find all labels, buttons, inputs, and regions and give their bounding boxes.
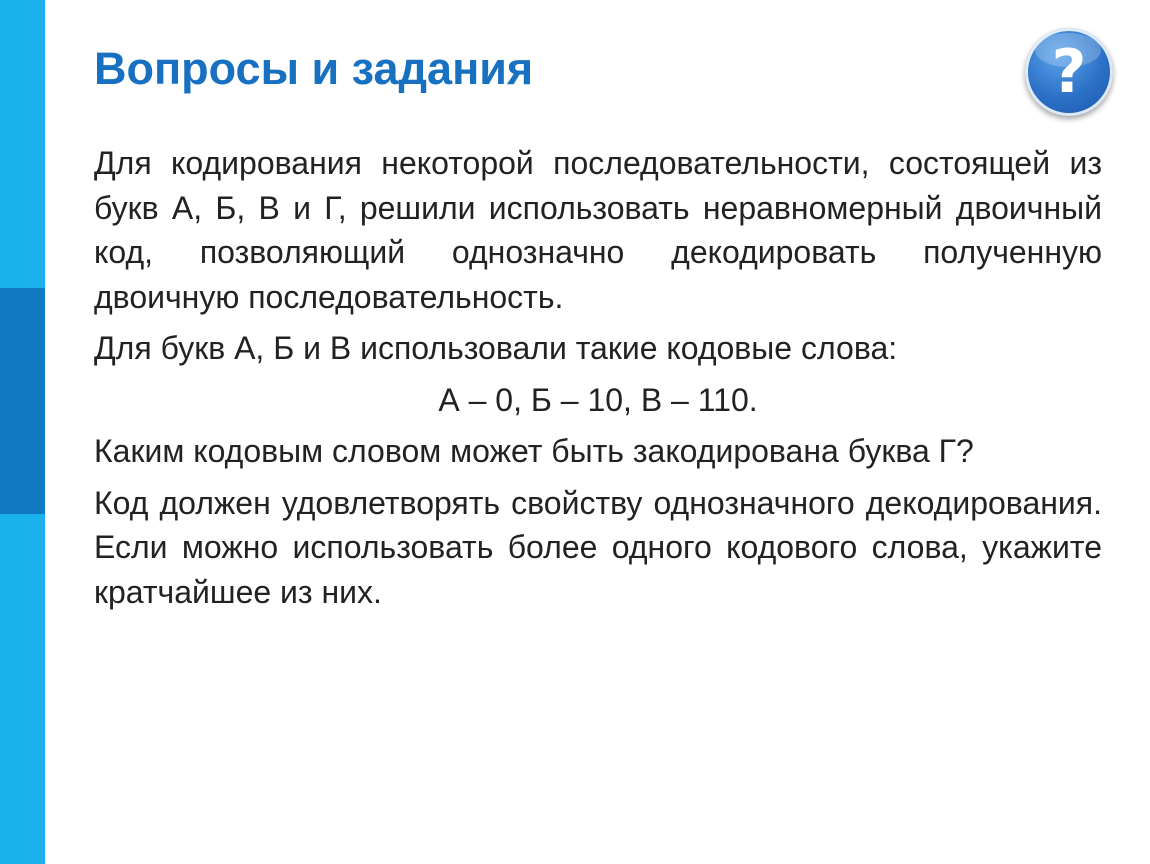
slide-body [94,141,1102,621]
side-bar-accent [0,288,45,514]
slide-title: Вопросы и задания [94,43,534,94]
task-question-paragraph: Каким кодовым словом может быть закодирована буква Г? [94,433,974,469]
question-mark-symbol: ? [1051,37,1087,107]
question-mark-icon [1025,28,1113,116]
task-intro-paragraph: Для кодирования некоторой последовательности, состоящей из букв А, Б, В и Г, решили использовать неравномерный двоичный код, позволяющий однозначно декодировать полученную двоичную последовательность. [94,145,1102,315]
task-condition-paragraph: Код должен удовлетворять свойству однозначного декодирования. Если можно использовать более одного кодового слова, укажите кратчайшее из них. [94,484,1102,610]
codewords-formula: А – 0, Б – 10, В – 110. [438,381,758,418]
codewords-lead-paragraph: Для букв А, Б и В использовали такие кодовые слова: [94,330,898,366]
